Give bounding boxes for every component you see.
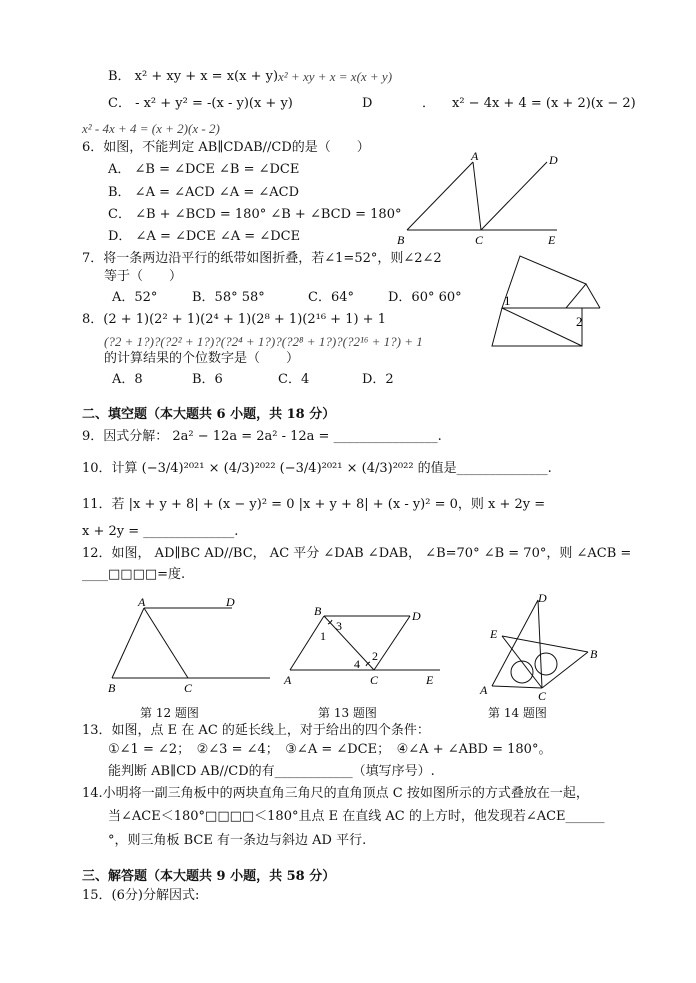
- f13-label-a: A: [284, 673, 292, 687]
- section-2-heading: 二、填空题（本大题共 6 小题，共 18 分）: [82, 407, 336, 422]
- q8-stem-tail: 的计算结果的个位数字是（ ）: [104, 351, 300, 366]
- q14-stem-c: °，则三角板 BCE 有一条边与斜边 AD 平行.: [108, 833, 367, 848]
- q6-option-c: C． ∠B + ∠BCD = 180° ∠B + ∠BCD = 180°: [108, 207, 402, 222]
- q6-label-d: D: [549, 153, 558, 167]
- q6-segment-ab: [407, 162, 473, 230]
- q7-angle-1: 1: [504, 293, 511, 308]
- caption-14: 第 14 题图: [488, 706, 547, 720]
- q14-stem-b: 当∠ACE＜180°□□□□＜180°且点 E 在直线 AC 的上方时，他发现若∠ACE______: [108, 809, 605, 824]
- q14-stem: 14.小明将一副三角板中的两块直角三角尺的直角顶点 C 按如图所示的方式叠放在一起，: [82, 786, 589, 801]
- q7-option-d: D．60° 60°: [388, 290, 462, 305]
- q7-stem-b: 等于（ ）: [104, 269, 183, 284]
- q13-question: 能判断 AB∥CD AB//CD的有____________（填写序号）.: [108, 764, 435, 779]
- q6-label-a: A: [471, 149, 479, 163]
- q7-edge-slant: [586, 284, 600, 308]
- f13-angle-1: 1: [320, 629, 326, 643]
- f14-label-b: B: [590, 647, 598, 661]
- f14-label-e: E: [490, 627, 498, 641]
- q6-option-d: D． ∠A = ∠DCE ∠A = ∠DCE: [108, 229, 301, 244]
- q7-fold-line: [502, 308, 582, 346]
- q6-figure: [395, 148, 570, 248]
- q15: 15．(6分)分解因式:: [82, 888, 200, 903]
- f12-label-a: A: [138, 595, 146, 609]
- f12-label-b: B: [108, 681, 116, 694]
- q5-option-b: B． x² + xy + x = x(x + y): [108, 69, 279, 84]
- q10: 10．计算 (−3/4)²⁰²¹ × (4/3)²⁰²² (−3/4)²⁰²¹ × (4/3)²⁰²² 的值是______________.: [82, 461, 552, 476]
- q5-option-d-label: D: [362, 96, 373, 111]
- q13-stem: 13．如图，点 E 在 AC 的延长线上，对于给出的四个条件：: [82, 723, 430, 738]
- f13-label-d: D: [412, 609, 421, 623]
- f12-label-c: C: [184, 681, 193, 694]
- q5-option-d-dot: ．: [422, 96, 436, 111]
- q7-angle-2: 2: [576, 314, 583, 329]
- figure-12: [100, 594, 280, 694]
- section-3-heading: 三、解答题（本大题共 9 小题，共 58 分）: [82, 869, 336, 884]
- figure-14: [476, 590, 606, 702]
- q7-strip-top: [502, 256, 586, 308]
- q12-b: ____□□□□=度.: [82, 567, 186, 582]
- q6-stem: 6．如图，不能判定 AB∥CDAB//CD的是（ ）: [82, 140, 370, 155]
- f14-label-d: D: [538, 591, 547, 605]
- caption-12: 第 12 题图: [140, 706, 199, 720]
- q6-option-b: B． ∠A = ∠ACD ∠A = ∠ACD: [108, 185, 299, 200]
- q6-label-c: C: [475, 233, 484, 247]
- q5-option-c: C． - x² + y² = -(x - y)(x + y): [108, 96, 293, 111]
- f14-label-c: C: [538, 689, 547, 702]
- q7-strip-bottom: [492, 308, 582, 346]
- f13-label-c: C: [370, 673, 379, 687]
- figure-13: [280, 600, 445, 694]
- q7-stem: 7．将一条两边沿平行的纸带如图折叠，若∠1=52°，则∠2∠2: [82, 251, 442, 266]
- q6-label-b: B: [397, 233, 405, 247]
- q6-segment-ac: [473, 162, 481, 230]
- q8-option-b: B．6: [192, 372, 223, 387]
- f13-angle-3: 3: [336, 619, 342, 633]
- q8-stem: 8．(2 + 1)(2² + 1)(2⁴ + 1)(2⁸ + 1)(2¹⁶ + 1) + 1: [82, 312, 386, 327]
- f13-angle-4: 4: [354, 657, 360, 671]
- q7-option-c: C．64°: [308, 290, 354, 305]
- q6-label-e: E: [548, 233, 556, 247]
- f14-label-a: A: [480, 683, 488, 697]
- q8-stem-dup: (?2 + 1?)?(?2² + 1?)?(?2⁴ + 1?)?(?2⁸ + 1?)?(?2¹⁶ + 1?) + 1: [104, 334, 423, 349]
- q5-option-b-dup: x² + xy + x = x(x + y): [278, 69, 393, 84]
- q11-b: x + 2y = ______________.: [82, 524, 239, 539]
- q6-option-a: A． ∠B = ∠DCE ∠B = ∠DCE: [108, 162, 300, 177]
- q5-option-d-dup: x² - 4x + 4 = (x + 2)(x - 2): [82, 121, 220, 136]
- q7-option-a: A．52°: [112, 290, 158, 305]
- q9: 9．因式分解： 2a² − 12a = 2a² - 12a = ________________.: [82, 429, 442, 444]
- q8-option-d: D．2: [362, 372, 394, 387]
- f13-angle-2: 2: [372, 649, 378, 663]
- caption-13: 第 13 题图: [318, 706, 377, 720]
- f13-label-b: B: [314, 604, 322, 618]
- q5-option-d: x² − 4x + 4 = (x + 2)(x − 2): [452, 96, 636, 111]
- f12-label-d: D: [226, 595, 235, 609]
- q12: 12．如图， AD∥BC AD//BC， AC 平分 ∠DAB ∠DAB， ∠B=70° ∠B = 70°，则 ∠ACB =: [82, 546, 632, 561]
- q8-option-a: A．8: [112, 372, 143, 387]
- q13-conditions: ①∠1 = ∠2； ②∠3 = ∠4； ③∠A = ∠DCE； ④∠A + ∠ABD = 180°。: [108, 742, 552, 757]
- q7-option-b: B．58° 58°: [192, 290, 265, 305]
- f13-label-e: E: [426, 673, 434, 687]
- q8-option-c: C．4: [278, 372, 310, 387]
- q6-segment-cd: [481, 162, 547, 230]
- q11: 11．若 |x + y + 8| + (x − y)² = 0 |x + y + 8| + (x - y)² = 0，则 x + 2y =: [82, 497, 546, 512]
- q7-figure: [482, 250, 610, 352]
